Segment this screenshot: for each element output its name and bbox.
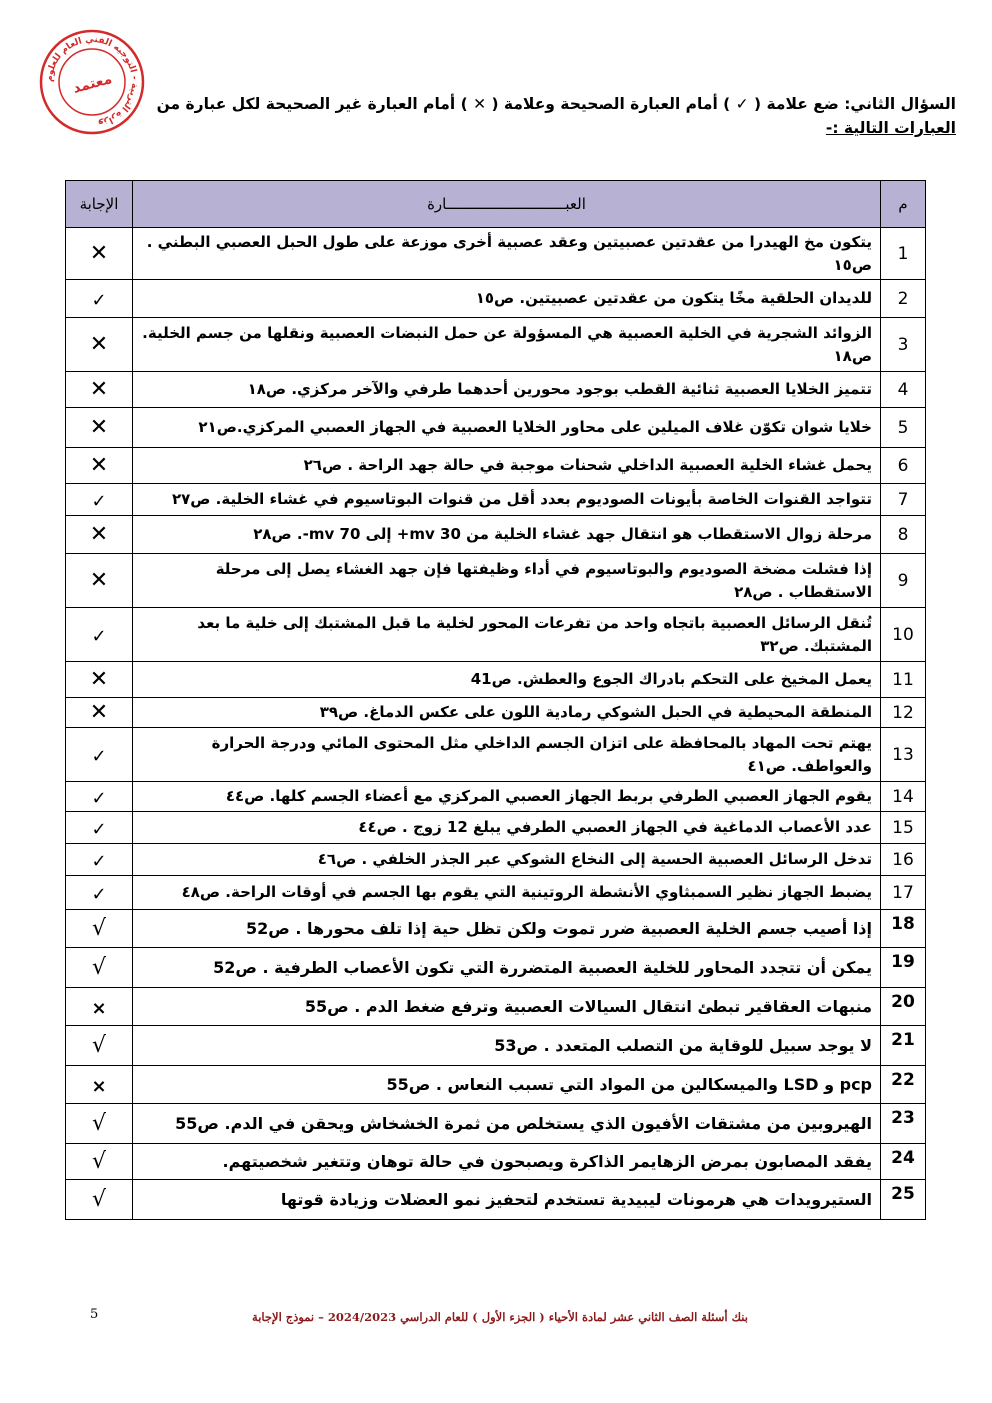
- table-row: [66, 608, 926, 662]
- row-statement: خلايا شوان تكوّن غلاف الميلين على محاور الخلايا العصبية في الجهاز العصبي المركزي.ص٢١: [133, 408, 881, 448]
- row-number: 4: [881, 372, 926, 408]
- table-row: [66, 1144, 926, 1180]
- row-number: 5: [881, 408, 926, 448]
- table-row: [66, 516, 926, 554]
- row-answer: [66, 372, 133, 408]
- row-statement: عدد الأعصاب الدماغية في الجهاز العصبي الطرفي يبلغ 12 زوج . ص٤٤: [133, 812, 881, 844]
- header-answer: الإجابة: [66, 181, 133, 228]
- table-row: [66, 448, 926, 484]
- table-row: [66, 318, 926, 372]
- table-row: [66, 910, 926, 948]
- row-statement: pcp و LSD والميسكالين من المواد التي تسبب النعاس . ص55: [133, 1066, 881, 1104]
- cross-mark-icon: ✕: [89, 667, 109, 692]
- cross-mark-icon: ✕: [89, 415, 109, 440]
- row-answer: [66, 988, 133, 1026]
- table-row: [66, 812, 926, 844]
- row-answer: [66, 910, 133, 948]
- stamp-ring-text: وزارة التربية - التوجيه الفني العام للعلوم: [44, 34, 140, 129]
- row-number: 6: [881, 448, 926, 484]
- row-number: 2: [881, 280, 926, 318]
- cross-mark-icon: ✕: [89, 377, 109, 402]
- row-number: 9: [881, 554, 926, 608]
- row-statement: مرحلة زوال الاستقطاب هو انتقال جهد غشاء الخلية من 30 mv+ إلى 70 mv-. ص٢٨: [133, 516, 881, 554]
- row-answer: [66, 608, 133, 662]
- question-line-2: العبارات التالية :-: [825, 119, 956, 137]
- table-row: [66, 876, 926, 910]
- row-number: 22: [881, 1066, 926, 1104]
- row-statement: إذا أصيب جسم الخلية العصبية ضرر تموت ولكن تظل حية إذا تلف محورها . ص52: [133, 910, 881, 948]
- row-number: 20: [881, 988, 926, 1026]
- row-answer: [66, 516, 133, 554]
- check-mark-icon: ✓: [91, 490, 107, 512]
- cross-mark-icon: ×: [91, 997, 107, 1019]
- row-statement: الزوائد الشجرية في الخلية العصبية هي المسؤولة عن حمل النبضات العصبية ونقلها من جسم الخلية. ص١٨: [133, 318, 881, 372]
- header-statement: العبـــــــــــــــــــــــــــارة: [133, 181, 881, 228]
- row-statement: المنطقة المحيطية في الحبل الشوكي رمادية اللون على عكس الدماغ. ص٣٩: [133, 698, 881, 728]
- table-header-row: [66, 181, 926, 228]
- table-row: [66, 372, 926, 408]
- cross-mark-icon: ✕: [89, 568, 109, 593]
- check-mark-icon: √: [91, 955, 107, 980]
- row-statement: يقوم الجهاز العصبي الطرفي بربط الجهاز العصبي المركزي مع أعضاء الجسم كلها. ص٤٤: [133, 782, 881, 812]
- table-row: [66, 1026, 926, 1066]
- row-answer: [66, 1144, 133, 1180]
- stamp-mark: معتمد: [71, 71, 114, 97]
- row-statement: منبهات العقاقير تبطئ انتقال السيالات العصبية وترفع ضغط الدم . ص55: [133, 988, 881, 1026]
- check-mark-icon: ✓: [91, 289, 107, 311]
- table-row: [66, 662, 926, 698]
- table-row: [66, 988, 926, 1026]
- check-mark-icon: √: [91, 1111, 107, 1136]
- row-answer: [66, 408, 133, 448]
- table-row: [66, 728, 926, 782]
- row-statement: تتواجد القنوات الخاصة بأيونات الصوديوم بعدد أقل من قنوات البوتاسيوم في غشاء الخلية. ص٢٧: [133, 484, 881, 516]
- table-row: [66, 554, 926, 608]
- row-number: 14: [881, 782, 926, 812]
- row-number: 7: [881, 484, 926, 516]
- cross-mark-icon: ✕: [89, 241, 109, 266]
- table-body: [66, 228, 926, 1220]
- row-statement: يفقد المصابون بمرض الزهايمر الذاكرة ويصبحون في حالة توهان وتتغير شخصيتهم.: [133, 1144, 881, 1180]
- cross-mark-icon: ✕: [89, 522, 109, 547]
- row-number: 23: [881, 1104, 926, 1144]
- row-number: 15: [881, 812, 926, 844]
- row-answer: [66, 844, 133, 876]
- cross-mark-icon: ✕: [89, 332, 109, 357]
- row-answer: [66, 876, 133, 910]
- row-statement: يهتم تحت المهاد بالمحافظة على اتزان الجسم الداخلي مثل المحتوى المائي ودرجة الحرارة والعواطف. ص٤١: [133, 728, 881, 782]
- row-answer: [66, 728, 133, 782]
- row-statement: الستيرويدات هي هرمونات ليبيدية تستخدم لتحفيز نمو العضلات وزيادة قوتها: [133, 1180, 881, 1220]
- cross-mark-icon: ×: [91, 1075, 107, 1097]
- check-mark-icon: √: [91, 1149, 107, 1174]
- check-mark-icon: √: [91, 916, 107, 941]
- row-number: 24: [881, 1144, 926, 1180]
- row-number: 10: [881, 608, 926, 662]
- row-number: 19: [881, 948, 926, 988]
- row-answer: [66, 1180, 133, 1220]
- check-mark-icon: ✓: [91, 745, 107, 767]
- row-answer: [66, 228, 133, 280]
- row-answer: [66, 318, 133, 372]
- table-row: [66, 948, 926, 988]
- page-number: 5: [90, 1307, 99, 1322]
- check-mark-icon: √: [91, 1033, 107, 1058]
- header-number: م: [881, 181, 926, 228]
- row-answer: [66, 1066, 133, 1104]
- row-statement: تُنقل الرسائل العصبية باتجاه واحد من تفرعات المحور لخلية ما قبل المشتبك إلى خلية ما بعد المشتبك. ص٣٢: [133, 608, 881, 662]
- check-mark-icon: ✓: [91, 818, 107, 840]
- check-mark-icon: ✓: [91, 883, 107, 905]
- row-answer: [66, 554, 133, 608]
- row-number: 1: [881, 228, 926, 280]
- row-answer: [66, 484, 133, 516]
- row-number: 12: [881, 698, 926, 728]
- check-mark-icon: ✓: [91, 850, 107, 872]
- cross-mark-icon: ✕: [89, 700, 109, 725]
- row-number: 17: [881, 876, 926, 910]
- row-statement: الهيروبين من مشتقات الأفيون الذي يستخلص من ثمرة الخشخاش ويحقن في الدم. ص55: [133, 1104, 881, 1144]
- table-row: [66, 698, 926, 728]
- table-row: [66, 228, 926, 280]
- row-statement: يعمل المخيخ على التحكم بادراك الجوع والعطش. ص41: [133, 662, 881, 698]
- row-statement: للديدان الحلقية مخًا يتكون من عقدتين عصبيتين. ص١٥: [133, 280, 881, 318]
- table-row: [66, 1066, 926, 1104]
- row-number: 25: [881, 1180, 926, 1220]
- table-row: [66, 408, 926, 448]
- table-row: [66, 1180, 926, 1220]
- row-answer: [66, 812, 133, 844]
- row-answer: [66, 1104, 133, 1144]
- row-number: 11: [881, 662, 926, 698]
- row-answer: [66, 280, 133, 318]
- row-answer: [66, 698, 133, 728]
- row-answer: [66, 948, 133, 988]
- row-statement: تدخل الرسائل العصبية الحسية إلى النخاع الشوكي عبر الجذر الخلفي . ص٤٦: [133, 844, 881, 876]
- row-statement: يضبط الجهاز نظير السمبثاوي الأنشطة الروتينية التي يقوم بها الجسم في أوقات الراحة. ص٤٨: [133, 876, 881, 910]
- question-line-1: السؤال الثاني: ضع علامة ( ✓ ) أمام العبارة الصحيحة وعلامة ( ✕ ) أمام العبارة غير الصحيحة لكل عبارة من: [156, 95, 956, 113]
- answers-table: [65, 180, 926, 1220]
- question-heading: [40, 92, 956, 140]
- check-mark-icon: √: [91, 1187, 107, 1212]
- row-number: 18: [881, 910, 926, 948]
- table-row: [66, 280, 926, 318]
- row-number: 21: [881, 1026, 926, 1066]
- table-row: [66, 1104, 926, 1144]
- check-mark-icon: ✓: [91, 625, 107, 647]
- row-answer: [66, 782, 133, 812]
- cross-mark-icon: ✕: [89, 453, 109, 478]
- row-answer: [66, 662, 133, 698]
- row-number: 3: [881, 318, 926, 372]
- row-answer: [66, 1026, 133, 1066]
- row-statement: إذا فشلت مضخة الصوديوم والبوتاسيوم في أداء وظيفتها فإن جهد الغشاء يصل إلى مرحلة الاستقطاب . ص٢٨: [133, 554, 881, 608]
- table-row: [66, 844, 926, 876]
- page-footer: بنك أسئلة الصف الثاني عشر لمادة الأحياء ( الجزء الأول ) للعام الدراسي 2024/2023 – نموذج الإجابة: [252, 1310, 748, 1324]
- row-answer: [66, 448, 133, 484]
- row-number: 8: [881, 516, 926, 554]
- row-statement: يمكن أن تتجدد المحاور للخلية العصبية المتضررة التي تكون الأعصاب الطرفية . ص52: [133, 948, 881, 988]
- row-number: 13: [881, 728, 926, 782]
- row-statement: تتميز الخلايا العصبية ثنائية القطب بوجود محورين أحدهما طرفي والآخر مركزي. ص١٨: [133, 372, 881, 408]
- row-number: 16: [881, 844, 926, 876]
- row-statement: يحمل غشاء الخلية العصبية الداخلي شحنات موجبة في حالة جهد الراحة . ص٢٦: [133, 448, 881, 484]
- row-statement: لا يوجد سبيل للوقاية من التصلب المتعدد . ص53: [133, 1026, 881, 1066]
- check-mark-icon: ✓: [91, 787, 107, 809]
- table-row: [66, 782, 926, 812]
- row-statement: يتكون مخ الهيدرا من عقدتين عصبيتين وعقد عصبية أخرى موزعة على طول الحبل العصبي البطني . ص١٥: [133, 228, 881, 280]
- table-row: [66, 484, 926, 516]
